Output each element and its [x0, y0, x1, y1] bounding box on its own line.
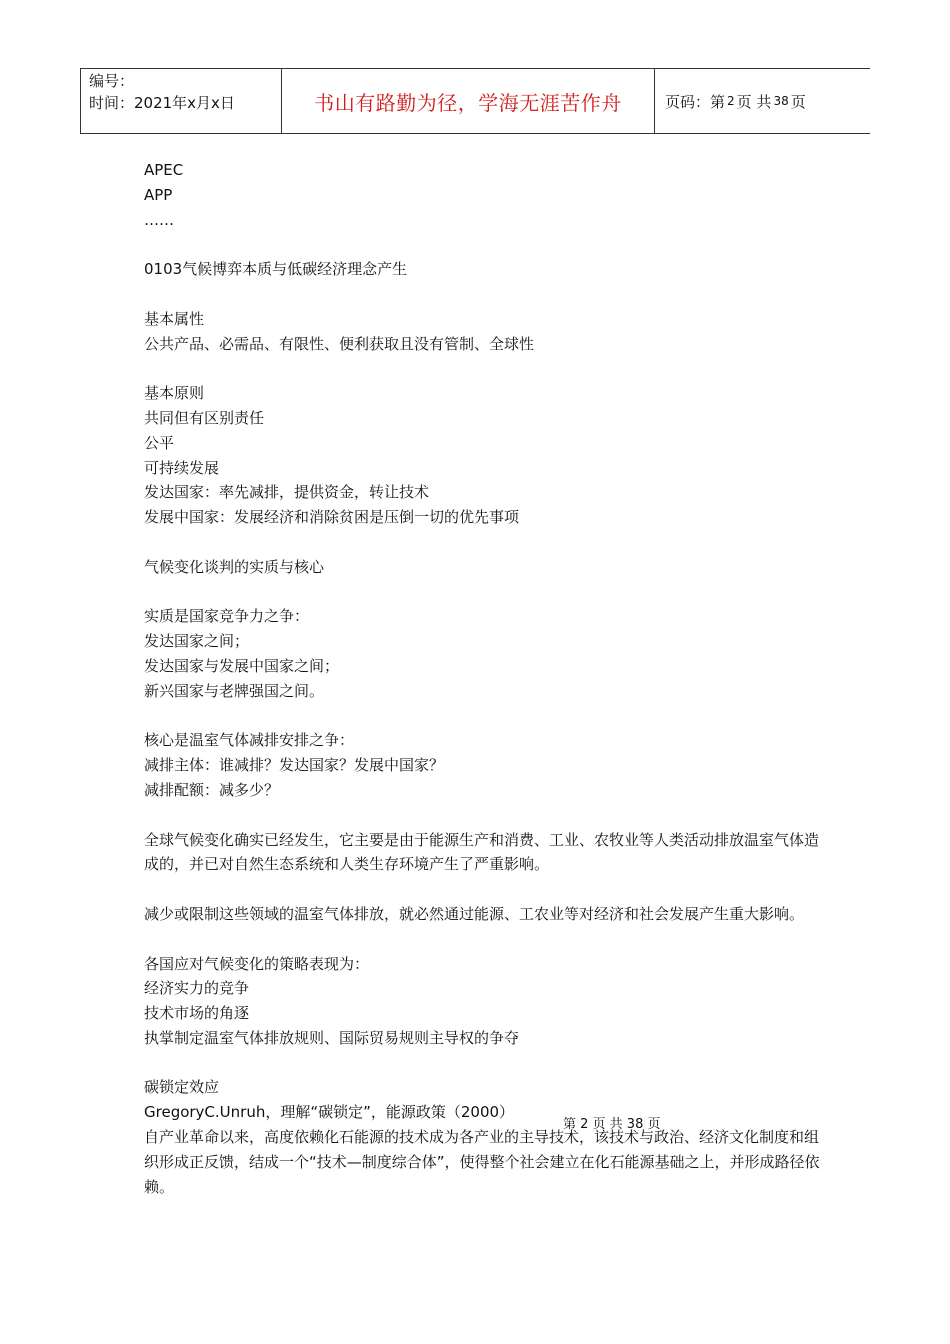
body-line: 执掌制定温室气体排放规则、国际贸易规则主导权的争夺: [144, 1028, 520, 1047]
page-suffix: 页: [790, 92, 806, 111]
body-line: 共同但有区别责任: [144, 408, 265, 427]
body-line: 发展中国家：发展经济和消除贫困是压倒一切的优先事项: [144, 508, 520, 527]
body-paragraph: 全球气候变化确实已经发生，它主要是由于能源生产和消费、工业、农牧业等人类活动排放温室气体造成的，并已对自然生态系统和人类生存环境产生了严重影响。: [144, 830, 820, 874]
body-line: 公共产品、必需品、有限性、便利获取且没有管制、全球性: [144, 334, 535, 353]
page-mid: 页 共: [736, 92, 772, 111]
section-heading: 碳锁定效应: [144, 1078, 220, 1097]
body-line: APEC: [144, 161, 184, 179]
body-line: 各国应对气候变化的策略表现为：: [144, 954, 370, 973]
body-line: 经济实力的竞争: [144, 979, 250, 998]
body-line: 减排主体：谁减排？发达国家？发展中国家？: [144, 756, 445, 775]
section-heading: 气候变化谈判的实质与核心: [144, 557, 325, 576]
body-line: 公平: [144, 433, 175, 452]
body-line: 可持续发展: [144, 458, 220, 477]
document-body: [144, 158, 824, 1199]
body-line: 核心是温室气体减排安排之争：: [144, 731, 355, 750]
body-paragraph: 减少或限制这些领域的温室气体排放，就必然通过能源、工农业等对经济和社会发展产生重大影响。: [144, 904, 805, 923]
page-total: 38: [773, 94, 789, 108]
page-header: [80, 68, 870, 134]
section-heading: 0103气候博弈本质与低碳经济理念产生: [144, 260, 408, 279]
doc-time-label: 时间：2021年x月x日: [89, 94, 235, 112]
citation-line: GregoryC.Unruh，理解“碳锁定”，能源政策（2000）: [144, 1103, 515, 1122]
header-motto: 书山有路勤为径，学海无涯苦作舟: [282, 69, 655, 133]
page-footer: 第 2 页 共 38 页: [563, 1117, 661, 1132]
body-line: 发达国家：率先减排，提供资金，转让技术: [144, 483, 430, 502]
header-meta: [81, 69, 282, 133]
body-line: 技术市场的角逐: [144, 1004, 250, 1023]
body-line: 发达国家之间；: [144, 632, 250, 651]
body-line: ……: [144, 210, 174, 229]
page-current: 2: [727, 94, 735, 108]
doc-number-label: 编号：: [89, 72, 135, 90]
section-heading: 基本属性: [144, 309, 205, 328]
body-line: 实质是国家竞争力之争：: [144, 607, 310, 626]
body-line: 减排配额：减多少？: [144, 780, 280, 799]
header-page-number: [655, 69, 870, 133]
body-line: 新兴国家与老牌强国之间。: [144, 681, 325, 700]
body-paragraph: 自产业革命以来，高度依赖化石能源的技术成为各产业的主导技术，该技术与政治、经济文化制度和组织形成正反馈，结成一个“技术—制度综合体”，使得整个社会建立在化石能源基础之上，并形成路径依赖。: [144, 1128, 820, 1196]
section-heading: 基本原则: [144, 384, 205, 403]
page-prefix: 页码：第: [665, 92, 726, 111]
body-line: 发达国家与发展中国家之间；: [144, 656, 340, 675]
body-line: APP: [144, 185, 173, 204]
